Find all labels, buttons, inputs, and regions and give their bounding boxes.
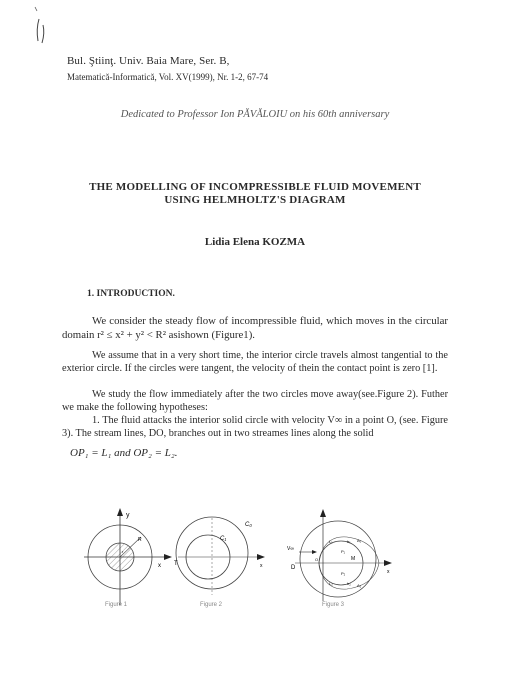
author: Lidia Elena KOZMA xyxy=(204,236,306,248)
paragraph-3: We study the flow immediately after the two circles move away(see.Figure 2). Futher we make the following hypotheses: xyxy=(62,389,448,413)
title-line-1: THE MODELLING OF INCOMPRESSIBLE FLUID MOVEMENT xyxy=(89,181,421,193)
section-heading: 1. INTRODUCTION. xyxy=(87,289,175,299)
fig2-T-label: T xyxy=(174,561,178,567)
dedication: Dedicated to Professor Ion PĂVĂLOIU on his 60th anniversary xyxy=(120,109,390,120)
paragraph-2: We assume that in a very short time, the interior circle travels almost tangential to the exterior circle. If the circles were tangent, the velocity of thein the contact point is zero [1]. xyxy=(62,350,448,374)
y-arrow-icon xyxy=(320,509,326,517)
fig3-L2-label: L₂ xyxy=(329,581,333,586)
fig3-A2-label: A₂ xyxy=(357,583,362,588)
figure-2 xyxy=(170,510,275,600)
x-arrow-icon xyxy=(257,554,265,560)
fig1-y-label: y xyxy=(126,512,130,519)
figure-2-caption: Figure 2 xyxy=(200,602,223,608)
formula-line: OP₁ = L₁ and OP₂ = L₂. xyxy=(70,447,178,459)
journal-volume: Matematică-Informatică, Vol. XV(1999), Nr. 1-2, 67-74 xyxy=(67,72,269,82)
fig1-r-label: r xyxy=(122,549,124,554)
fig1-x-label: x xyxy=(158,563,161,569)
paragraph-1: We consider the steady flow of incompressible fluid, which moves in the circular domain r² ≤ x² + y² < R² asishown (Figure1). xyxy=(62,315,448,341)
paper-title xyxy=(40,181,470,207)
figure-3 xyxy=(283,505,398,605)
figure-1 xyxy=(78,505,178,610)
fig2-C1-label: C₁ xyxy=(220,536,227,542)
velocity-arrow-head-icon xyxy=(312,550,317,554)
fig2-x-label: x xyxy=(260,563,263,569)
fig3-Vinf-label: V∞ xyxy=(287,546,294,552)
journal-header: Bul. Ştiinţ. Univ. Baia Mare, Ser. B, xyxy=(67,55,230,67)
fig3-P1-label: P₁ xyxy=(341,549,346,554)
fig3-P2-label: P₂ xyxy=(341,571,346,576)
fig3-A1-label: A₁ xyxy=(357,538,362,543)
fig3-L1-label: L₁ xyxy=(329,539,333,544)
fig1-R-label: R xyxy=(138,537,142,543)
fig2-C0-label: C₀ xyxy=(245,522,252,528)
fig3-M-label: M xyxy=(351,556,356,562)
x-arrow-icon xyxy=(384,560,392,566)
fig3-D-label: D xyxy=(291,565,296,571)
figure-3-caption: Figure 3 xyxy=(322,602,345,608)
fig3-h1-label: h₁ xyxy=(347,539,351,544)
title-line-2: USING HELMHOLTZ'S DIAGRAM xyxy=(164,194,346,206)
fig3-h2-label: h₂ xyxy=(347,581,351,586)
fig3-x-label: x xyxy=(387,569,390,575)
paragraph-4: 1. The fluid attacks the interior solid circle with velocity V∞ in a point O, (see. Figure 3). The stream lines, DO, branches out in two streames lines along the solid xyxy=(62,415,448,439)
handwritten-mark xyxy=(25,5,55,55)
fig3-O-label: O xyxy=(315,557,319,562)
y-arrow-icon xyxy=(117,508,123,516)
figure-1-caption: Figure 1 xyxy=(105,602,128,608)
outer-circle xyxy=(300,521,376,597)
